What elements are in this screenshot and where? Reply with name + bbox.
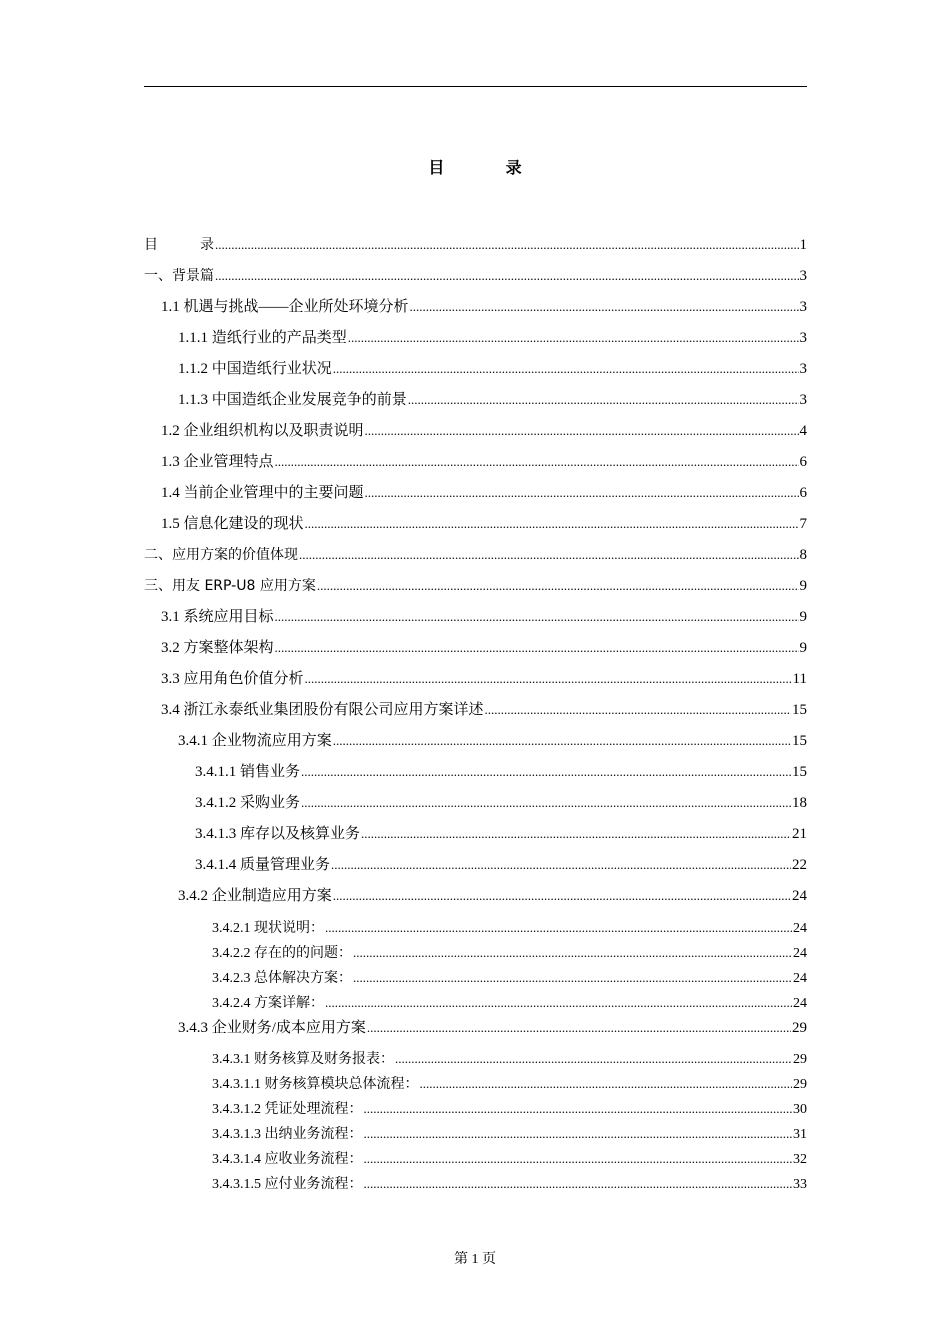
toc-entry-page: 24: [793, 921, 807, 936]
page-title-right: 录: [505, 158, 522, 177]
toc-entry-title: 3.4.1.2 采购业务: [195, 795, 301, 811]
toc-entry-page: 29: [793, 1052, 807, 1067]
header-rule: [144, 86, 807, 87]
toc-entry-title: 3.3 应用角色价值分析: [161, 671, 304, 687]
toc-leader-dots: [420, 1074, 793, 1095]
toc-entry-title: 3.2 方案整体架构: [161, 640, 274, 656]
toc-entry-page: 29: [793, 1077, 807, 1092]
toc-leader-dots: [305, 669, 792, 689]
toc-entry-title: 3.4.3.1.3 出纳业务流程：: [212, 1127, 363, 1142]
toc-entry-page: 9: [799, 640, 807, 656]
toc-entry-page: 9: [799, 609, 807, 625]
toc-leader-dots: [364, 1149, 793, 1170]
toc-entry-page: 4: [799, 423, 807, 439]
toc-entry[interactable]: [161, 514, 807, 534]
toc-entry[interactable]: [178, 1018, 807, 1038]
toc-entry-page: 33: [793, 1177, 807, 1192]
toc-entry-title: 一、背景篇: [144, 268, 214, 284]
toc-entry[interactable]: [212, 1149, 807, 1170]
toc-leader-dots: [301, 793, 791, 813]
toc-entry-page: 3: [799, 268, 807, 284]
toc-entry[interactable]: [195, 793, 807, 813]
toc-entry-page: 24: [793, 971, 807, 986]
toc-entry[interactable]: [161, 638, 807, 658]
toc-leader-dots: [395, 1049, 792, 1070]
toc-entry-title: 1.1.1 造纸行业的产品类型: [178, 330, 347, 346]
toc-entry-page: 3: [799, 299, 807, 315]
toc-entry[interactable]: [161, 483, 807, 503]
toc-entry-title: 1.4 当前企业管理中的主要问题: [161, 485, 364, 501]
toc-leader-dots: [325, 993, 792, 1014]
toc-entry-title: 目 录: [144, 237, 214, 253]
toc-entry-page: 11: [792, 671, 807, 687]
toc-leader-dots: [275, 452, 799, 472]
toc-leader-dots: [333, 731, 791, 751]
toc-entry-title: 3.4.1.1 销售业务: [195, 764, 301, 780]
toc-leader-dots: [215, 235, 799, 255]
toc-entry-page: 21: [792, 826, 807, 842]
toc-entry-title: 3.4.2.4 方案详解：: [212, 996, 324, 1011]
toc-leader-dots: [325, 918, 792, 939]
toc-leader-dots: [353, 968, 792, 989]
toc-entry[interactable]: [212, 918, 807, 939]
toc-entry-title: 3.4.3.1.1 财务核算模块总体流程：: [212, 1077, 419, 1092]
toc-entry-title: 1.1 机遇与挑战——企业所处环境分析: [161, 299, 409, 315]
toc-entry-title: 3.4.2.1 现状说明：: [212, 921, 324, 936]
toc-leader-dots: [365, 421, 799, 441]
toc-entry[interactable]: [161, 452, 807, 472]
toc-leader-dots: [364, 1174, 793, 1195]
toc-entry[interactable]: [212, 968, 807, 989]
toc-entry[interactable]: [195, 824, 807, 844]
toc-entry-title: 3.4.3 企业财务/成本应用方案: [178, 1020, 366, 1036]
toc-entry-title: 1.1.3 中国造纸企业发展竞争的前景: [178, 392, 407, 408]
toc-entry-title: 3.4.2 企业制造应用方案: [178, 888, 332, 904]
toc-leader-dots: [301, 762, 791, 782]
toc-entry-page: 3: [799, 361, 807, 377]
toc-entry[interactable]: [161, 297, 807, 317]
toc-entry-page: 18: [792, 795, 807, 811]
toc-leader-dots: [410, 297, 799, 317]
toc-leader-dots: [348, 328, 799, 348]
toc-leader-dots: [275, 607, 799, 627]
toc-entry-title: 1.1.2 中国造纸行业状况: [178, 361, 332, 377]
toc-entry-title: 3.4.1.4 质量管理业务: [195, 857, 331, 873]
toc-entry-title: 3.4.2.2 存在的的问题：: [212, 946, 352, 961]
toc-leader-dots: [361, 824, 791, 844]
toc-entry[interactable]: [212, 1124, 807, 1145]
toc-entry[interactable]: [212, 993, 807, 1014]
toc-entry-title: 3.4.1 企业物流应用方案: [178, 733, 332, 749]
toc-entry-page: 6: [799, 454, 807, 470]
toc-entry[interactable]: [212, 1099, 807, 1120]
toc-entry[interactable]: [178, 731, 807, 751]
toc-entry-page: 15: [792, 733, 807, 749]
toc-leader-dots: [275, 638, 799, 658]
toc-entry-page: 8: [799, 547, 807, 563]
toc-entry[interactable]: [212, 1049, 807, 1070]
toc-entry-page: 30: [793, 1102, 807, 1117]
toc-entry[interactable]: [144, 235, 807, 255]
toc-entry-page: 7: [799, 516, 807, 532]
toc-entry-title: 3.4.1.3 库存以及核算业务: [195, 826, 361, 842]
toc-entry-page: 15: [792, 764, 807, 780]
toc-entry[interactable]: [161, 700, 807, 720]
toc-entry[interactable]: [161, 421, 807, 441]
toc-leader-dots: [299, 545, 799, 565]
toc-leader-dots: [353, 943, 792, 964]
toc-entry[interactable]: [195, 855, 807, 875]
toc-entry-title: 1.3 企业管理特点: [161, 454, 274, 470]
toc-entry-page: 6: [799, 485, 807, 501]
toc-entry-title: 1.5 信息化建设的现状: [161, 516, 304, 532]
toc-leader-dots: [305, 514, 799, 534]
toc-entry-page: 31: [793, 1127, 807, 1142]
toc-leader-dots: [333, 359, 799, 379]
toc-entry[interactable]: [144, 576, 807, 596]
page-footer: 第 1 页: [454, 1252, 496, 1267]
toc-entry-title: 1.2 企业组织机构以及职责说明: [161, 423, 364, 439]
toc-entry[interactable]: [178, 886, 807, 906]
toc-entry-title: 3.4.2.3 总体解决方案：: [212, 971, 352, 986]
toc-leader-dots: [364, 1124, 793, 1145]
toc-entry[interactable]: [212, 1174, 807, 1195]
toc-entry-title: 3.1 系统应用目标: [161, 609, 274, 625]
toc-leader-dots: [333, 886, 791, 906]
toc-entry-page: 24: [793, 996, 807, 1011]
toc-entry[interactable]: [161, 607, 807, 627]
toc-entry-page: 24: [792, 888, 807, 904]
toc-entry[interactable]: [212, 943, 807, 964]
toc-entry-page: 22: [792, 857, 807, 873]
toc-entry[interactable]: [212, 1074, 807, 1095]
toc-entry-page: 9: [799, 578, 807, 594]
toc-leader-dots: [215, 266, 799, 286]
toc-entry-page: 32: [793, 1152, 807, 1167]
toc-entry-page: 24: [793, 946, 807, 961]
toc-entry[interactable]: [144, 266, 807, 286]
toc-leader-dots: [365, 483, 799, 503]
toc-entry[interactable]: [178, 328, 807, 348]
toc-entry-title: 3.4 浙江永泰纸业集团股份有限公司应用方案详述: [161, 702, 484, 718]
toc-entry[interactable]: [178, 359, 807, 379]
page-title: [0, 155, 950, 178]
toc-entry-page: 29: [792, 1020, 807, 1036]
toc-entry[interactable]: [178, 390, 807, 410]
toc-entry-page: 15: [792, 702, 807, 718]
toc-entry-title: 3.4.3.1.4 应收业务流程：: [212, 1152, 363, 1167]
page-title-left: 目: [428, 158, 445, 177]
toc-leader-dots: [364, 1099, 793, 1120]
toc-leader-dots: [367, 1018, 791, 1038]
toc-entry[interactable]: [144, 545, 807, 565]
toc-entry[interactable]: [195, 762, 807, 782]
toc-leader-dots: [317, 576, 799, 596]
toc-entry-page: 3: [799, 330, 807, 346]
toc-entry-title: 3.4.3.1 财务核算及财务报表：: [212, 1052, 394, 1067]
toc-leader-dots: [331, 855, 791, 875]
toc-entry-title: 三、用友 ERP-U8 应用方案: [144, 578, 316, 594]
toc-leader-dots: [485, 700, 791, 720]
toc-entry-title: 3.4.3.1.5 应付业务流程：: [212, 1177, 363, 1192]
toc-entry-page: 3: [799, 392, 807, 408]
toc-entry[interactable]: [161, 669, 807, 689]
toc-entry-title: 二、应用方案的价值体现: [144, 547, 298, 563]
toc-entry-page: 1: [799, 237, 807, 253]
toc-leader-dots: [408, 390, 799, 410]
toc-entry-title: 3.4.3.1.2 凭证处理流程：: [212, 1102, 363, 1117]
